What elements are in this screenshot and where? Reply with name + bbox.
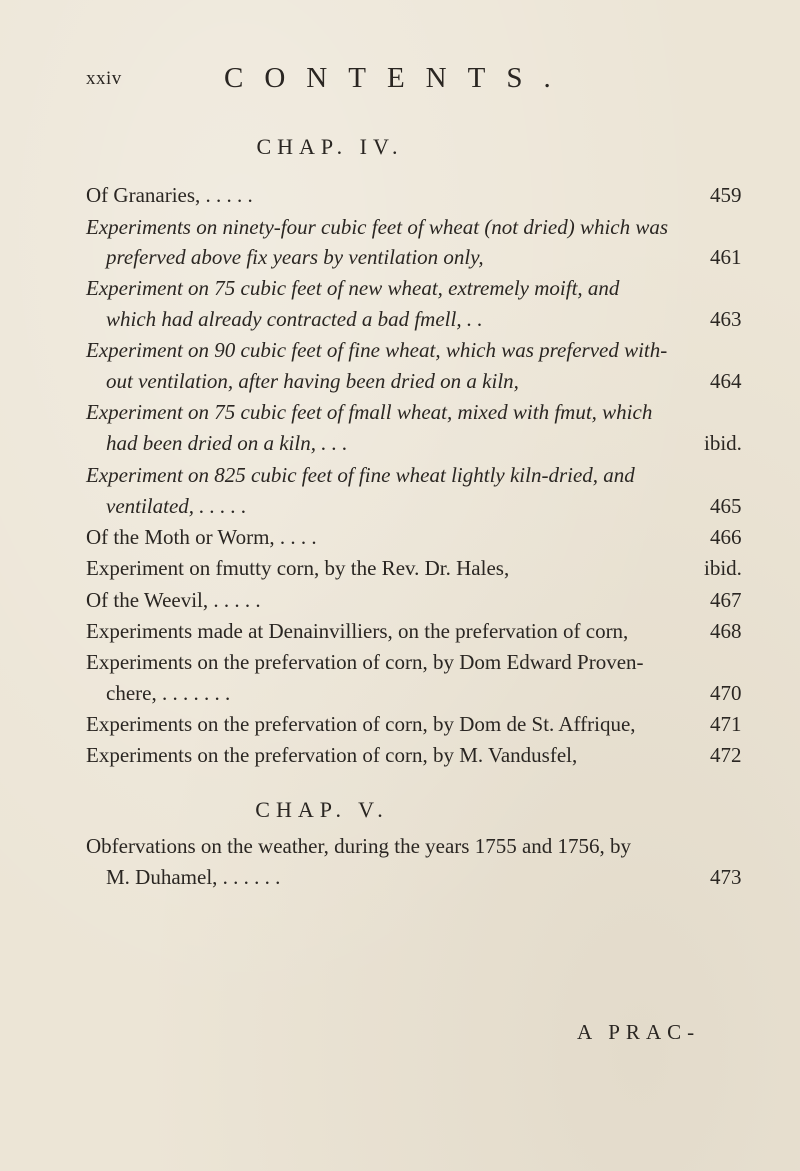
toc-line: Of Granaries, . . . . . bbox=[86, 183, 253, 207]
toc-page: 464 bbox=[710, 369, 742, 393]
toc-line: Experiment on 90 cubic feet of fine wheat, which was preferved with- bbox=[86, 338, 668, 362]
toc-line: preferved above fix years by ventilation only, bbox=[106, 245, 484, 269]
toc-page: 472 bbox=[710, 743, 742, 767]
toc-line: Of the Moth or Worm, . . . . bbox=[86, 525, 317, 549]
toc-line: Experiments on the prefervation of corn, by Dom de St. Affrique, bbox=[86, 712, 636, 736]
toc-line: Experiment on 75 cubic feet of new wheat, extremely moift, and bbox=[86, 276, 620, 300]
catchword: A PRAC- bbox=[577, 1020, 701, 1044]
toc-line: Obfervations on the weather, during the years 1755 and 1756, by bbox=[86, 834, 632, 858]
toc-page: 473 bbox=[710, 865, 742, 889]
toc-line: had been dried on a kiln, . . . bbox=[106, 431, 348, 455]
toc-page: 459 bbox=[710, 183, 742, 207]
toc-page: 466 bbox=[710, 525, 742, 549]
chapter-heading: CHAP. IV. bbox=[256, 134, 404, 159]
toc-line: Experiments on ninety-four cubic feet of wheat (not dried) which was bbox=[86, 215, 669, 239]
toc-line: M. Duhamel, . . . . . . bbox=[106, 865, 281, 889]
toc-page: 465 bbox=[710, 494, 742, 518]
page-header bbox=[86, 62, 776, 102]
chapter-heading: CHAP. V. bbox=[255, 797, 389, 822]
toc-line: out ventilation, after having been dried on a kiln, bbox=[106, 369, 519, 393]
toc-page: 468 bbox=[710, 619, 742, 643]
toc-line: Of the Weevil, . . . . . bbox=[86, 588, 261, 612]
toc-page: 461 bbox=[710, 245, 742, 269]
toc-line: Experiments made at Denainvilliers, on the prefervation of corn, bbox=[86, 619, 629, 643]
page-number: xxiv bbox=[86, 68, 122, 89]
toc-page: 467 bbox=[710, 588, 742, 612]
toc-line: Experiments on the prefervation of corn, by Dom Edward Proven- bbox=[86, 650, 644, 674]
toc-line: which had already contracted a bad fmell, . . bbox=[106, 307, 483, 331]
toc-line: ventilated, . . . . . bbox=[106, 494, 247, 518]
toc-page: 463 bbox=[710, 307, 742, 331]
running-head: CONTENTS. bbox=[224, 62, 572, 94]
toc-page: ibid. bbox=[704, 431, 742, 455]
toc-line: Experiments on the prefervation of corn, by M. Vandusfel, bbox=[86, 743, 578, 767]
toc-page: 471 bbox=[710, 712, 742, 736]
toc-line: chere, . . . . . . . bbox=[106, 681, 231, 705]
toc-page: 470 bbox=[710, 681, 742, 705]
toc-line: Experiment on fmutty corn, by the Rev. Dr. Hales, bbox=[86, 556, 510, 580]
toc-page: ibid. bbox=[704, 556, 742, 580]
toc-line: Experiment on 75 cubic feet of fmall wheat, mixed with fmut, which bbox=[86, 400, 653, 424]
toc-line: Experiment on 825 cubic feet of fine wheat lightly kiln-dried, and bbox=[86, 463, 635, 487]
